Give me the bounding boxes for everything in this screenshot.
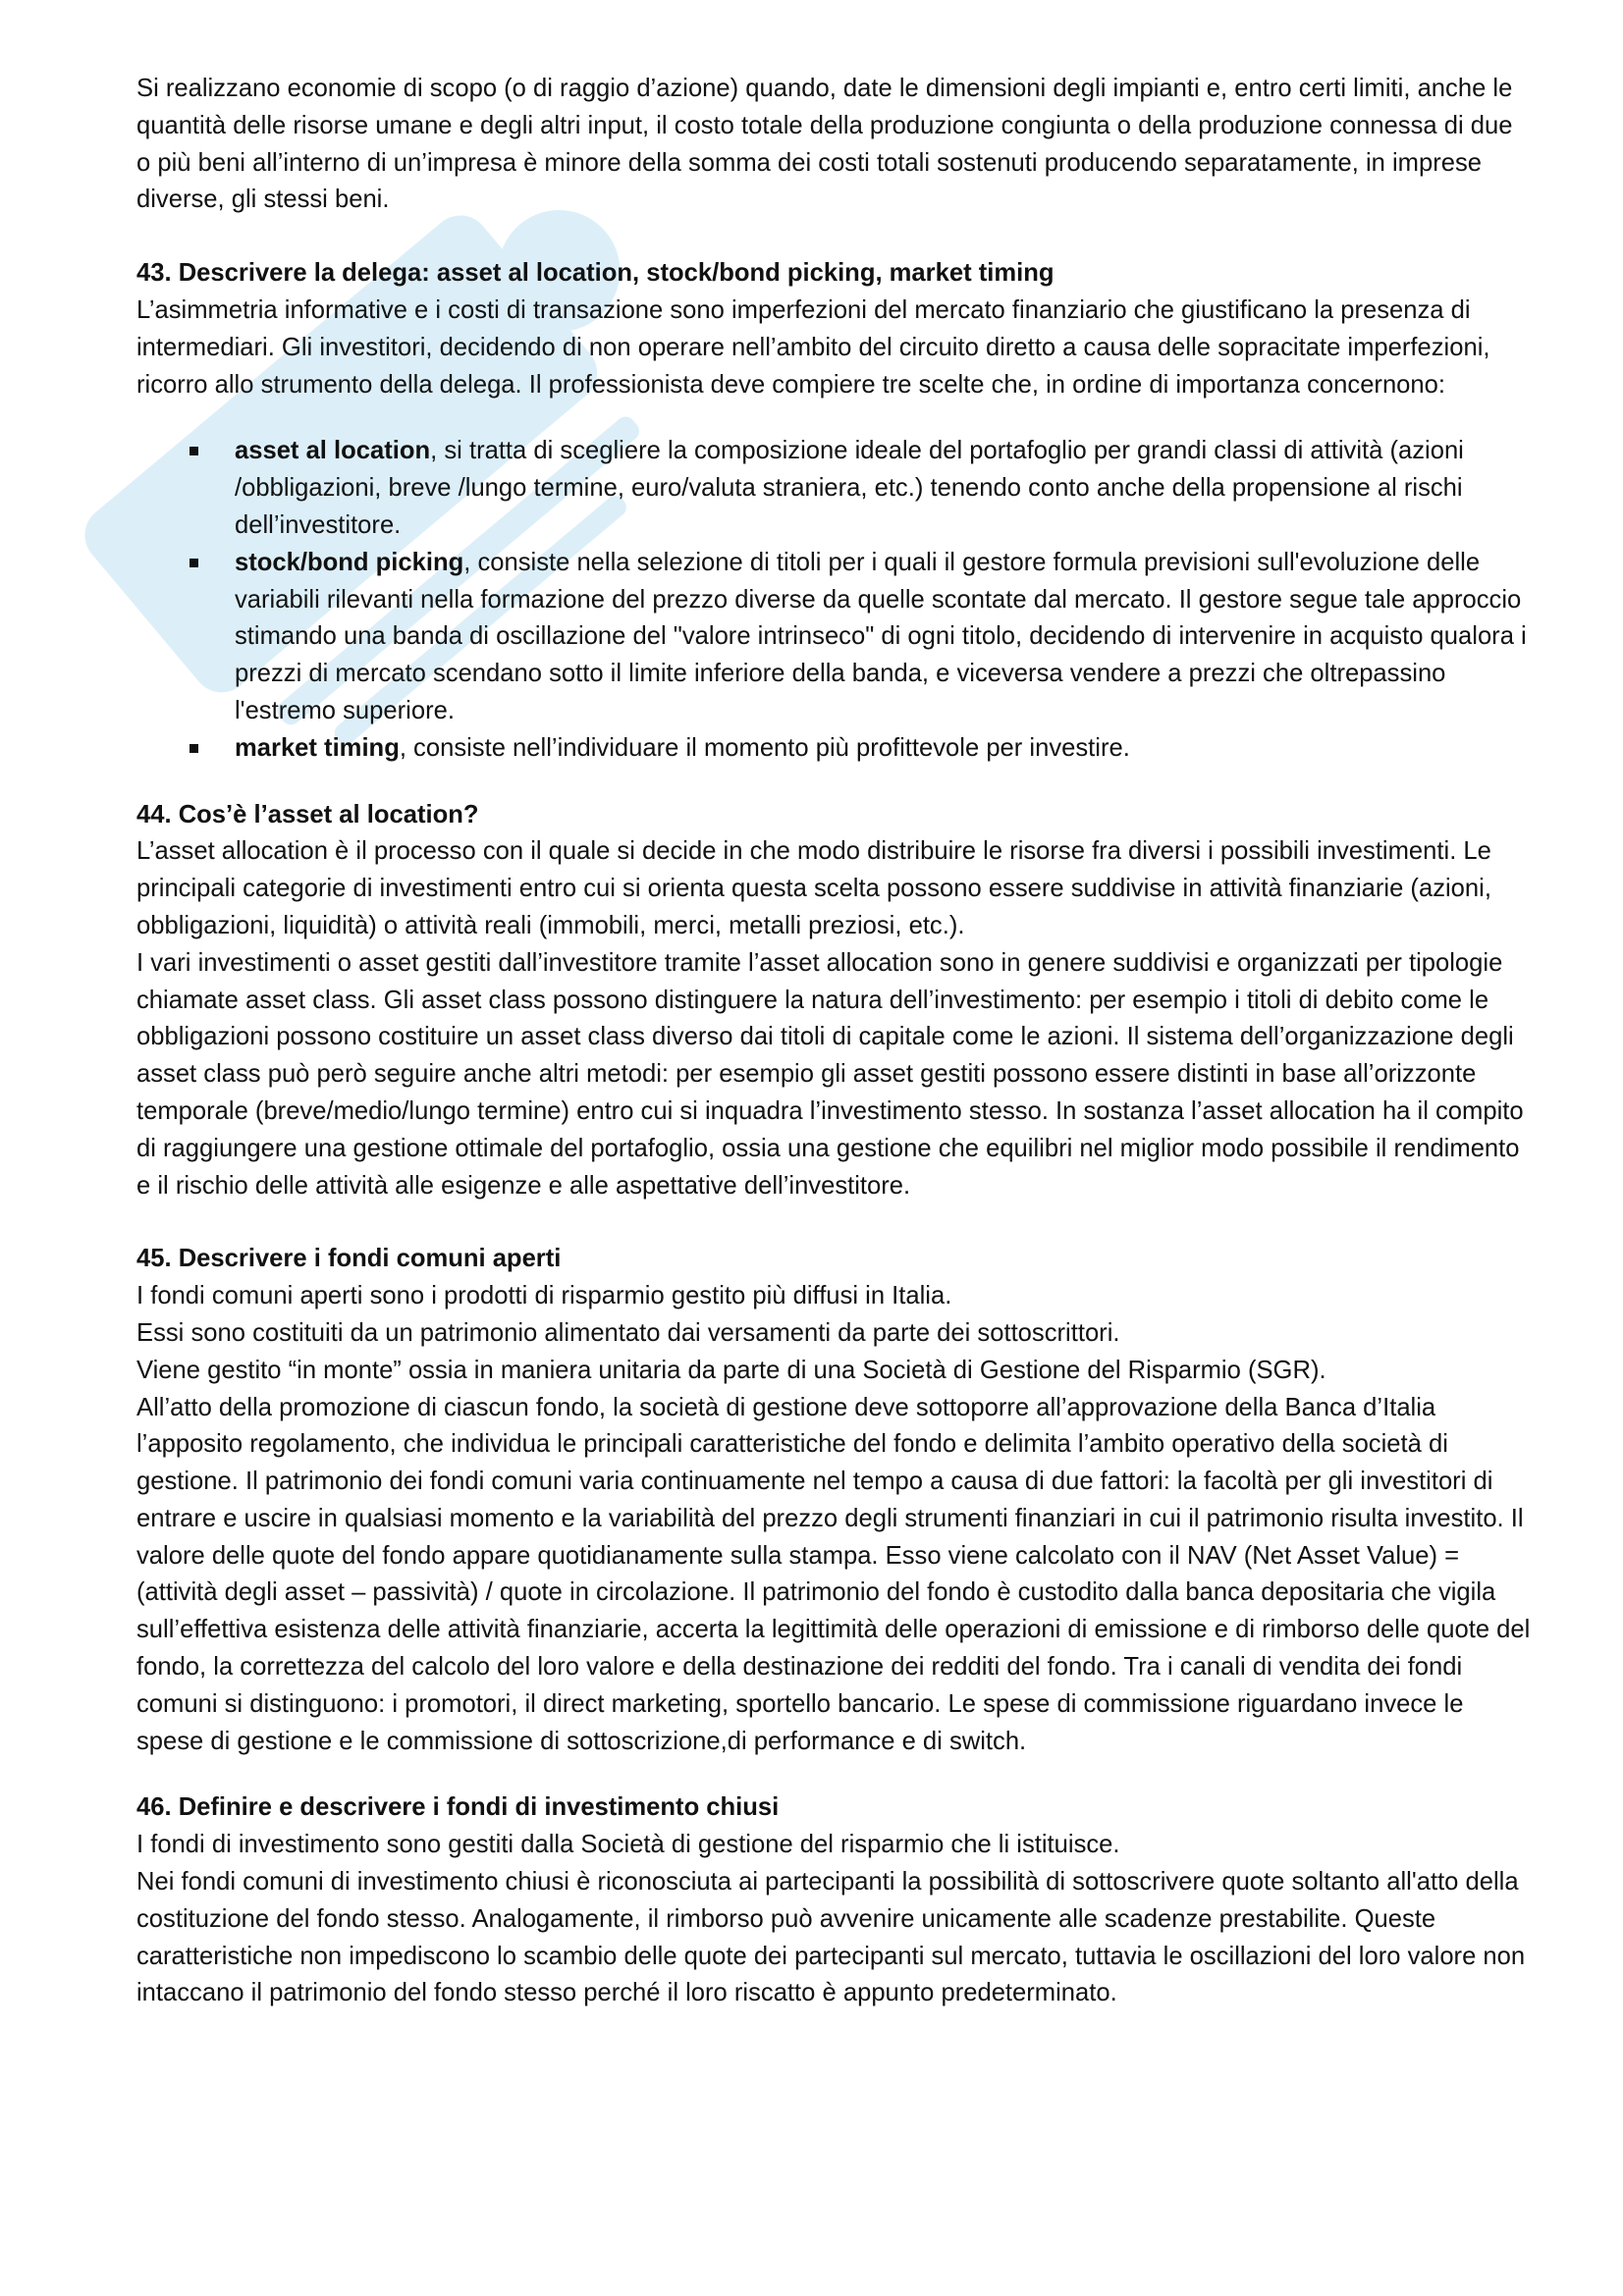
section-45-paragraph: Viene gestito “in monte” ossia in maniera unitaria da parte di una Società di Gestione del Risparmio (SGR). xyxy=(136,1356,1326,1384)
list-item xyxy=(235,545,1531,730)
section-43-title: 43. Descrivere la delega: asset al location, stock/bond picking, market timing xyxy=(136,259,1055,288)
section-45 xyxy=(136,1241,1531,1760)
bullet-term: market timing xyxy=(235,733,400,762)
bullet-text: , si tratta di scegliere la composizione ideale del portafoglio per grandi classi di attività (azioni /obbligazioni, breve /lungo termine, euro/valuta straniera, etc.) tenendo conto anche della propensione al rischi dell’investitore. xyxy=(235,437,1464,539)
section-45-paragraph: I fondi comuni aperti sono i prodotti di risparmio gestito più diffusi in Italia. xyxy=(136,1282,952,1310)
bullet-term: asset al location xyxy=(235,437,431,465)
section-44 xyxy=(136,797,1531,1205)
section-46-title: 46. Definire e descrivere i fondi di investimento chiusi xyxy=(136,1793,780,1822)
section-46 xyxy=(136,1789,1531,2012)
section-44-paragraph: I vari investimenti o asset gestiti dall’investitore tramite l’asset allocation sono in genere suddivisi e organizzati per tipologie chiamate asset class. Gli asset class possono distinguere la natura dell’investimento: per esempio i titoli di debito come le obbligazioni possono costituire un asset class diverso dai titoli di capitale come le azioni. Il sistema dell’organizzazione degli asset class può però seguire anche altri metodi: per esempio gli asset gestiti possono essere distinti in base all’orizzonte temporale (breve/medio/lungo termine) entro cui si inquadra l’investimento stesso. In sostanza l’asset allocation ha il compito di raggiungere una gestione ottimale del portafoglio, ossia una gestione che equilibri nel miglior modo possibile il rendimento e il rischio delle attività alle esigenze e alle aspettative dell’investitore. xyxy=(136,948,1524,1200)
section-43 xyxy=(136,255,1531,767)
intro-paragraph: Si realizzano economie di scopo (o di raggio d’azione) quando, date le dimensioni degli impianti e, entro certi limiti, anche le quantità delle risorse umane e degli altri input, il costo totale della produzione congiunta o della produzione connessa di due o più beni all’interno di un’impresa è minore della somma dei costi totali sostenuti producendo separatamente, in imprese diverse, gli stessi beni. xyxy=(136,75,1513,214)
document-page xyxy=(136,71,1531,2012)
bullet-term: stock/bond picking xyxy=(235,548,464,576)
bullet-text: , consiste nella selezione di titoli per i quali il gestore formula previsioni sull'evoluzione delle variabili rilevanti nella formazione del prezzo diverse da quelle scontate dal mercato. Il gestore segue tale approccio stimando una banda di oscillazione del "valore intrinseco" di ogni titolo, decidendo di intervenire in acquisto qualora i prezzi di mercato scendano sotto il limite inferiore della banda, e viceversa vendere a prezzi che oltrepassino l'estremo superiore. xyxy=(235,548,1527,724)
section-44-paragraph: L’asset allocation è il processo con il quale si decide in che modo distribuire le risorse fra diversi i possibili investimenti. Le principali categorie di investimenti entro cui si orienta questa scelta possono essere suddivise in attività finanziarie (azioni, obbligazioni, liquidità) o attività reali (immobili, merci, metalli preziosi, etc.). xyxy=(136,837,1491,939)
section-46-paragraph: I fondi di investimento sono gestiti dalla Società di gestione del risparmio che li istituisce. xyxy=(136,1831,1120,1859)
section-45-title: 45. Descrivere i fondi comuni aperti xyxy=(136,1245,562,1273)
section-44-title: 44. Cos’è l’asset al location? xyxy=(136,800,479,828)
list-item xyxy=(235,433,1531,544)
section-45-paragraph: Essi sono costituiti da un patrimonio alimentato dai versamenti da parte dei sottoscrittori. xyxy=(136,1318,1120,1347)
delega-bullet-list xyxy=(136,433,1531,767)
bullet-text: , consiste nell’individuare il momento più profittevole per investire. xyxy=(399,733,1130,762)
section-45-paragraph: All’atto della promozione di ciascun fondo, la società di gestione deve sottoporre all’approvazione della Banca d’Italia l’apposito regolamento, che individua le principali caratteristiche del fondo e delimita l’ambito operativo della società di gestione. Il patrimonio dei fondi comuni varia continuamente nel tempo a causa di due fattori: la facoltà per gli investitori di entrare e uscire in qualsiasi momento e la variabilità del prezzo degli strumenti finanziari in cui il patrimonio risulta investito. Il valore delle quote del fondo appare quotidianamente sulla stampa. Esso viene calcolato con il NAV (Net Asset Value) = (attività degli asset – passività) / quote in circolazione. Il patrimonio del fondo è custodito dalla banca depositaria che vigila sull’effettiva esistenza delle attività finanziarie, accerta la legittimità delle operazioni di emissione e di rimborso delle quote del fondo, la correttezza del calcolo del loro valore e della destinazione dei redditi del fondo. Tra i canali di vendita dei fondi comuni si distinguono: i promotori, il direct marketing, sportello bancario. Le spese di commissione riguardano invece le spese di gestione e le commissione di sottoscrizione,di performance e di switch. xyxy=(136,1393,1531,1755)
section-46-paragraph: Nei fondi comuni di investimento chiusi è riconosciuta ai partecipanti la possibilità di sottoscrivere quote soltanto all'atto della costituzione del fondo stesso. Analogamente, il rimborso può avvenire unicamente alle scadenze prestabilite. Queste caratteristiche non impediscono lo scambio delle quote dei partecipanti sul mercato, tuttavia le oscillazioni del loro valore non intaccano il patrimonio del fondo stesso perché il loro riscatto è appunto predeterminato. xyxy=(136,1868,1526,2007)
list-item xyxy=(235,730,1531,768)
section-43-body: L’asimmetria informative e i costi di transazione sono imperfezioni del mercato finanziario che giustificano la presenza di intermediari. Gli investitori, decidendo di non operare nell’ambito del circuito diretto a causa delle sopracitate imperfezioni, ricorro allo strumento della delega. Il professionista deve compiere tre scelte che, in ordine di importanza concernono: xyxy=(136,295,1490,399)
